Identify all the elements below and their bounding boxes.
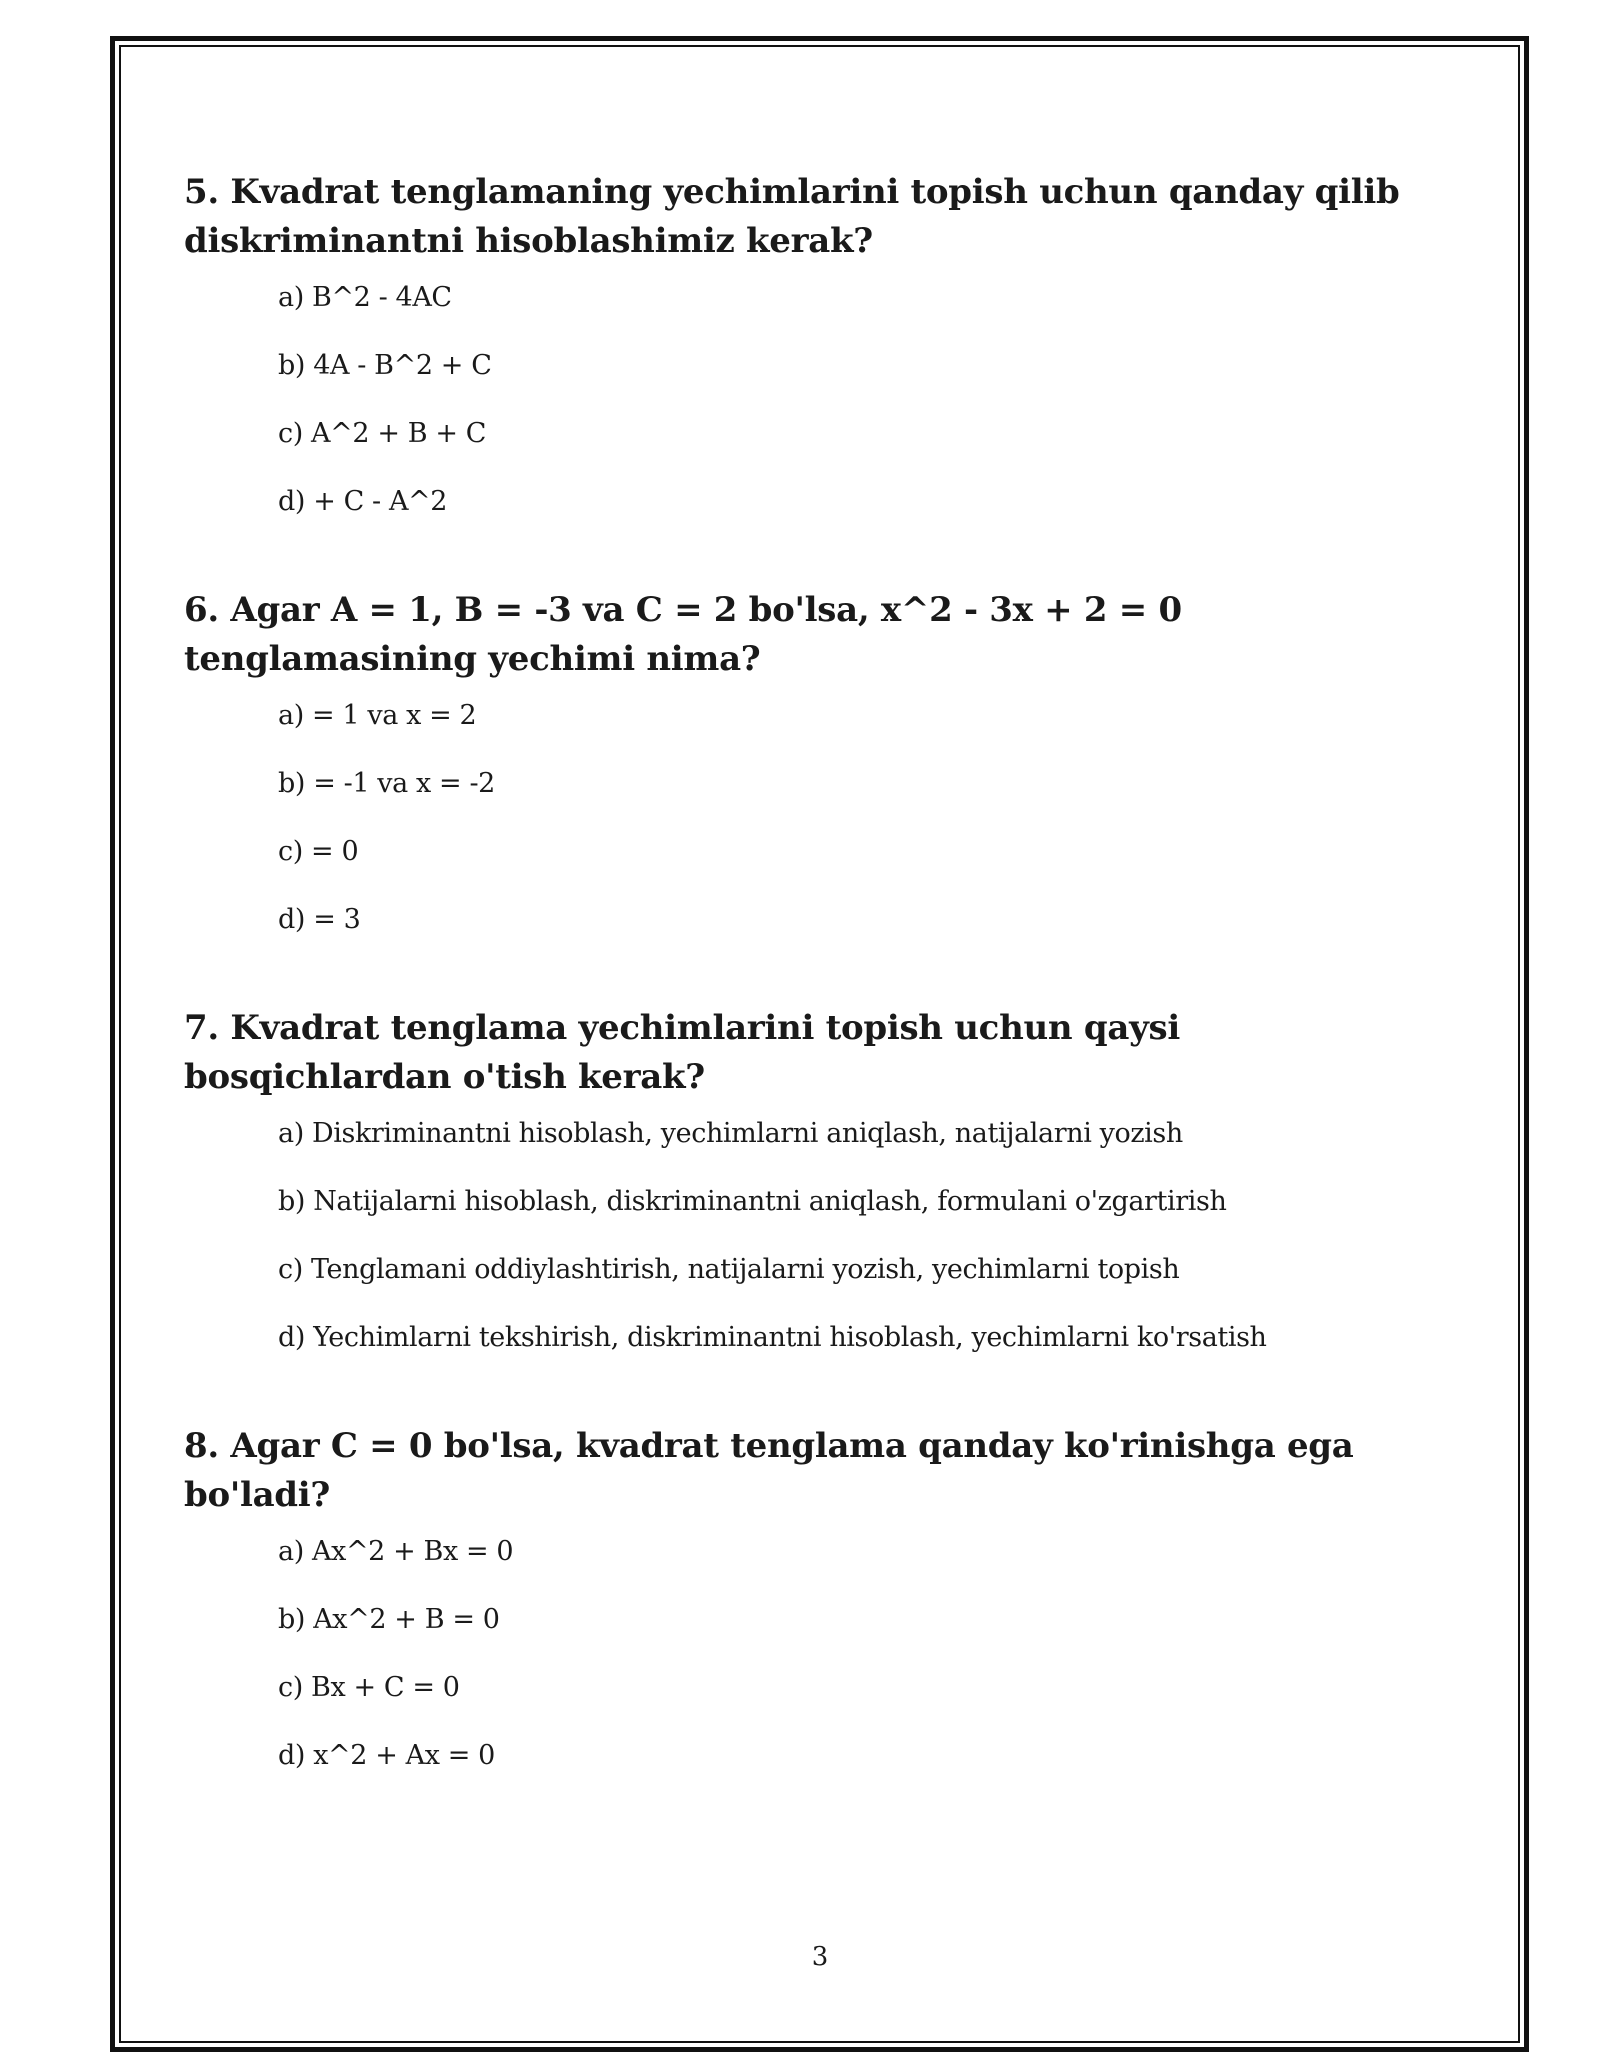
option-list [184,1534,1414,1774]
option-d: d) = 3 [278,904,361,935]
option-c: c) Bx + C = 0 [278,1672,460,1703]
option-list [184,698,1414,938]
option-a: a) Diskriminantni hisoblash, yechimlarni aniqlash, natijalarni yozish [278,1118,1183,1149]
option-b: b) = -1 va x = -2 [278,768,495,799]
option-list [184,1116,1414,1356]
question-text: 8. Agar C = 0 bo'lsa, kvadrat tenglama qanday ko'rinishga ega bo'ladi? [184,1426,1354,1515]
option-c: c) Tenglamani oddiylashtirish, natijalarni yozish, yechimlarni topish [278,1254,1180,1285]
question-text: 6. Agar A = 1, B = -3 va C = 2 bo'lsa, x^2 - 3x + 2 = 0 tenglamasining yechimi nima? [184,590,1182,679]
question-6 [184,586,1414,938]
question-text: 5. Kvadrat tenglamaning yechimlarini topish uchun qanday qilib diskriminantni hisoblashimiz kerak? [184,172,1400,261]
option-a: a) B^2 - 4AC [278,282,452,313]
option-a: a) Ax^2 + Bx = 0 [278,1536,514,1567]
question-5 [184,168,1414,520]
question-7 [184,1004,1414,1356]
option-b: b) 4A - B^2 + C [278,350,492,381]
question-text: 7. Kvadrat tenglama yechimlarini topish uchun qaysi bosqichlardan o'tish kerak? [184,1008,1181,1097]
option-a: a) = 1 va x = 2 [278,700,477,731]
option-b: b) Ax^2 + B = 0 [278,1604,500,1635]
question-8 [184,1422,1414,1774]
option-c: c) = 0 [278,836,359,867]
option-b: b) Natijalarni hisoblash, diskriminantni aniqlash, formulani o'zgartirish [278,1186,1227,1217]
option-d: d) x^2 + Ax = 0 [278,1740,495,1771]
quiz-content [184,168,1414,1840]
option-c: c) A^2 + B + C [278,418,487,449]
page-number: 3 [811,1942,829,1972]
option-d: d) + C - A^2 [278,486,448,517]
option-list [184,280,1414,520]
option-d: d) Yechimlarni tekshirish, diskriminantni hisoblash, yechimlarni ko'rsatish [278,1322,1267,1353]
